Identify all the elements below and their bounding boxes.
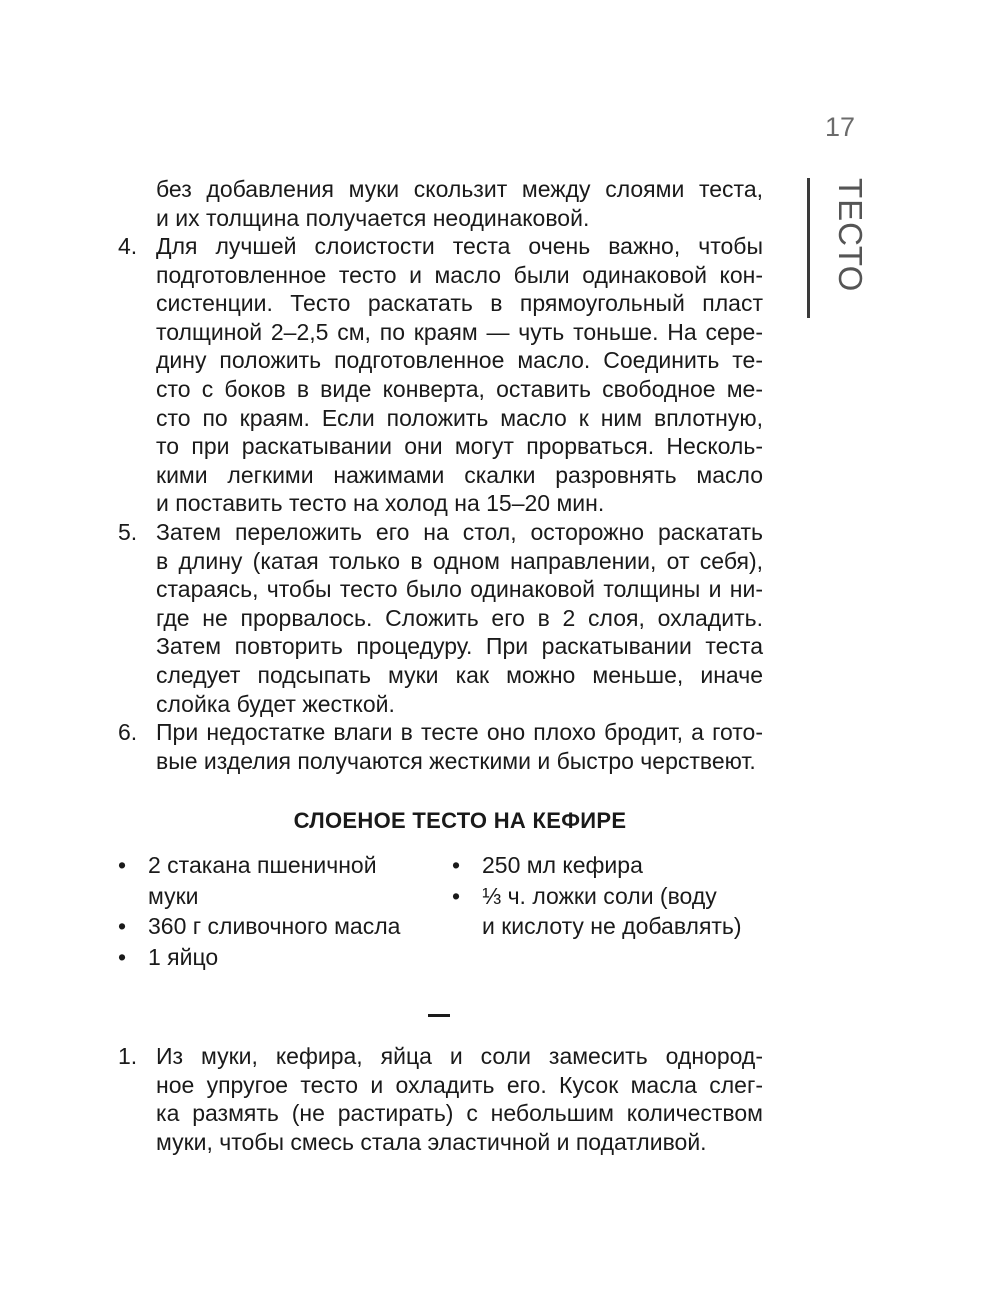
section-divider <box>807 178 810 318</box>
step-number: 5. <box>118 518 138 545</box>
page-number: 17 <box>824 112 856 142</box>
steps-list-bottom <box>118 1042 763 1156</box>
text-line: без добавления муки скользит между слоями теста, <box>156 176 763 202</box>
text-line: муки, чтобы смесь стала эластичной и податливой. <box>156 1128 707 1155</box>
text-line: в длину (катая только в одном направлении, от себя), <box>156 547 763 574</box>
ingredient-item <box>452 881 782 942</box>
text-line: где не прорвалось. Сложить его в 2 слоя, охладить. <box>156 604 763 631</box>
ingredient-line: ⅓ ч. ложки соли (воду <box>482 882 717 909</box>
text-line: слойка будет жесткой. <box>156 690 395 717</box>
step-number: 4. <box>118 233 138 259</box>
text-line: стараясь, чтобы тесто было одинаковой толщины и ни- <box>156 576 763 603</box>
text-line: Затем повторить процедуру. При раскатывании теста <box>156 633 763 660</box>
section-separator-dash <box>428 1014 450 1017</box>
text-line: подготовленное тесто и масло были одинаковой кон- <box>156 261 763 288</box>
step-item-1 <box>118 1042 763 1156</box>
ingredient-item <box>452 850 782 881</box>
text-line: толщиной 2–2,5 см, по краям — чуть тоньше. На сере- <box>156 318 763 345</box>
ingredient-line: 250 мл кефира <box>482 852 643 878</box>
text-line: ное упругое тесто и охладить его. Кусок масла слег- <box>156 1071 763 1098</box>
bullet-icon: • <box>118 943 127 970</box>
text-line: сто по краям. Если положить масло к ним вплотную, <box>156 404 763 431</box>
ingredients-column-left <box>118 850 448 972</box>
text-line: При недостатке влаги в тесте оно плохо бродит, а гото- <box>156 719 763 746</box>
steps-list-top <box>118 232 763 775</box>
text-line: кими легкими нажимами скалки разровнять масло <box>156 461 763 488</box>
ingredient-item <box>118 850 448 911</box>
text-line: и их толщина получается неодинаковой. <box>156 204 590 231</box>
ingredient-line: 2 стакана пшеничной <box>148 852 377 878</box>
bullet-icon: • <box>118 913 127 939</box>
text-line: ка размять (не растирать) с небольшим количеством <box>156 1100 763 1127</box>
ingredient-line: муки <box>148 882 199 909</box>
bullet-icon: • <box>118 852 127 878</box>
ingredient-line: 1 яйцо <box>148 943 219 970</box>
text-line: сто с боков в виде конверта, оставить свободное ме- <box>156 375 763 402</box>
ingredient-line: 360 г сливочного масла <box>148 913 401 939</box>
step-item-5 <box>118 518 763 718</box>
ingredient-line: и кислоту не добавлять) <box>482 913 742 939</box>
text-line: Для лучшей слоистости теста очень важно, чтобы <box>156 233 763 259</box>
ingredient-item <box>118 942 448 973</box>
text-line: вые изделия получаются жесткими и быстро черствеют. <box>156 747 756 774</box>
bullet-icon: • <box>452 852 461 878</box>
continuation-paragraph <box>156 175 763 232</box>
ingredients-column-right <box>452 850 782 942</box>
step-number: 6. <box>118 719 138 746</box>
text-line: систенции. Тесто раскатать в прямоугольный пласт <box>156 290 763 317</box>
bullet-icon: • <box>452 882 461 909</box>
section-title-vertical <box>830 178 870 298</box>
text-line: то при раскатывании они могут прорваться. Несколь- <box>156 433 763 460</box>
step-number: 1. <box>118 1043 138 1069</box>
text-line: дину положить подготовленное масло. Соединить те- <box>156 347 763 374</box>
text-line: Из муки, кефира, яйца и соли замесить однород- <box>156 1043 763 1069</box>
recipe-title: СЛОЕНОЕ ТЕСТО НА КЕФИРЕ <box>293 808 627 833</box>
step-item-4 <box>118 232 763 518</box>
ingredient-item <box>118 911 448 942</box>
text-line: Затем переложить его на стол, осторожно раскатать <box>156 518 763 545</box>
section-title-text: ТЕСТО <box>832 178 869 293</box>
step-item-6 <box>118 718 763 775</box>
text-line: следует подсыпать муки как можно меньше, иначе <box>156 661 763 688</box>
text-line: и поставить тесто на холод на 15–20 мин. <box>156 490 605 517</box>
